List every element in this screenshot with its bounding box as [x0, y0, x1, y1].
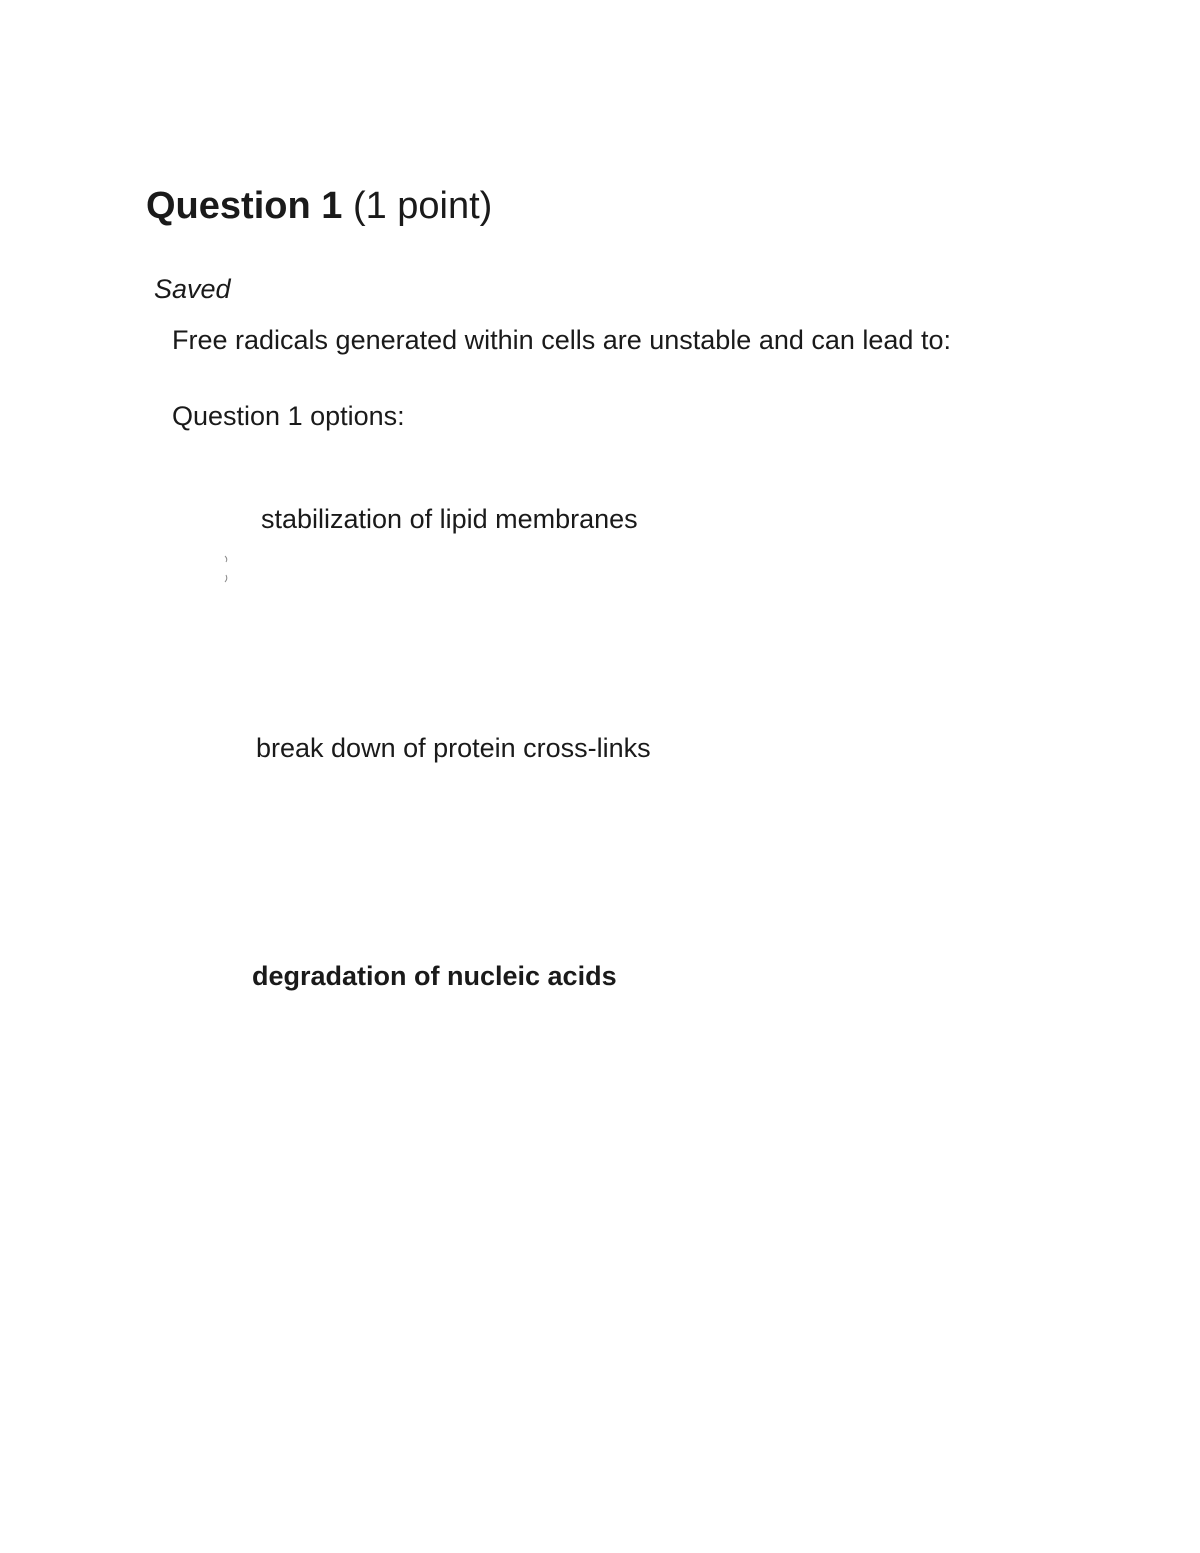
radio-button-icon[interactable]: [220, 553, 234, 585]
question-title: Question 1: [146, 185, 343, 227]
question-points: (1 point): [352, 185, 493, 227]
question-header: [146, 182, 492, 230]
question-prompt: Free radicals generated within cells are unstable and can lead to:: [172, 325, 951, 355]
option-degradation-of-nucleic-acids[interactable]: degradation of nucleic acids: [252, 961, 617, 991]
option-break-down-of-protein-cross-links[interactable]: break down of protein cross-links: [256, 733, 651, 763]
options-label: Question 1 options:: [172, 401, 405, 431]
save-status: Saved: [154, 274, 231, 304]
option-stabilization-of-lipid-membranes[interactable]: stabilization of lipid membranes: [261, 504, 638, 534]
